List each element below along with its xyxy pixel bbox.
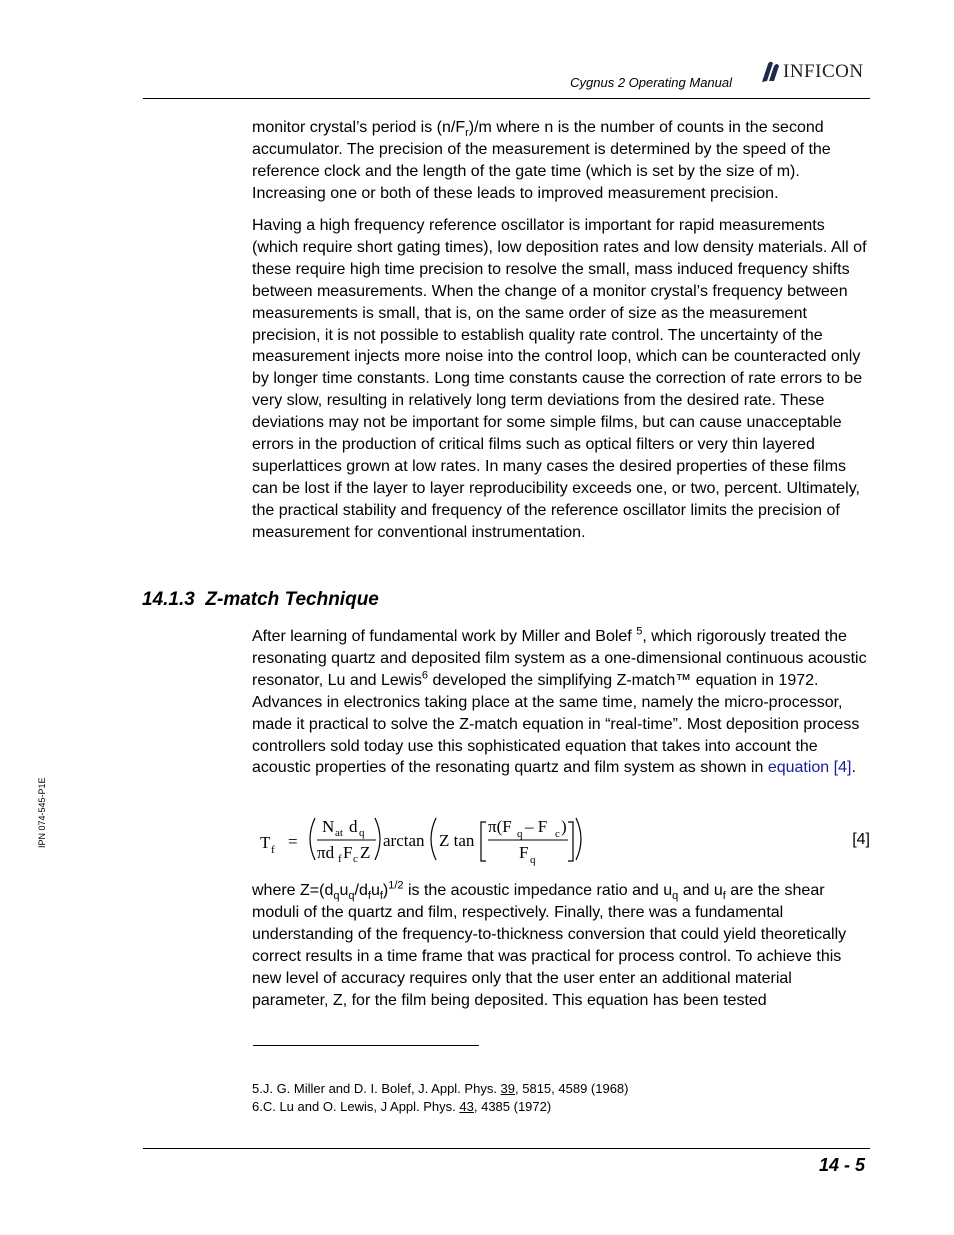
subscript: f <box>722 890 726 903</box>
footnote-ref-6[interactable]: 6 <box>421 669 429 682</box>
subscript: q <box>672 890 679 903</box>
inficon-logo-icon <box>760 60 780 84</box>
eq-ztan: Z tan <box>439 831 475 850</box>
text-run: are the shear moduli of the quartz and film, respectively. Finally, there was a fundamental understanding of the frequency-to-thickness conversion that could yield theoretically correct results in a time frame that was practical for process control. To achieve this new level of accuracy requires only that the user enter an additional material parameter, Z, for the film being deposited. This equation has been tested <box>252 882 847 1009</box>
footnote-6 <box>252 1099 551 1114</box>
eq-den1b-sub: c <box>353 853 358 865</box>
text-run: /d <box>354 882 368 899</box>
paragraph-measurement-precision <box>252 117 870 205</box>
section-title: Z-match Technique <box>205 589 379 610</box>
eq-den1-pid: πd <box>317 843 335 862</box>
text-run: After learning of fundamental work by Miller and Bolef <box>252 628 637 645</box>
footnote-ref-5[interactable]: 5 <box>636 625 643 638</box>
subscript: f <box>379 890 383 903</box>
document-ipn-label: IPN 074-545-P1E <box>37 777 47 848</box>
eq-den2: F <box>519 843 529 862</box>
text-run: monitor crystal’s period is (n/F <box>252 119 466 136</box>
eq-num1-d: d <box>349 817 358 836</box>
inficon-logo <box>760 59 864 85</box>
footer-rule <box>143 1148 870 1149</box>
section-heading <box>142 589 379 611</box>
logo-text: INFICON <box>783 61 864 82</box>
subscript: q <box>333 890 340 903</box>
eq-den1-F: F <box>343 843 353 862</box>
text-run: )/m where n is the number of counts in the second accumulator. The precision of the measurement is determined by the speed of the reference clock and the length of the gate time (which is set by the size of m). Increasing one or both of these leads to improved measurement precision. <box>252 119 831 202</box>
eq-num2-a: π(F <box>488 817 512 836</box>
text-run: u <box>339 882 349 899</box>
eq-lhs: T <box>260 833 271 852</box>
text-run: , which rigorously treated the resonating quartz and deposited film system as a one-dimensional continuous acoustic resonator, Lu and Lewis <box>252 628 867 689</box>
volume-number: 39 <box>500 1081 516 1096</box>
text-run: u <box>370 882 380 899</box>
text-run: developed the simplifying Z-match™ equation in 1972. Advances in electronics taking place at the same time, namely the micro-processor, made it practical to solve the Z-match equation in “real-time”. Most deposition process controllers sold today use this sophisticated equation that takes into account the acoustic properties of the resonating quartz and film system as shown in <box>252 671 860 777</box>
eq-lhs-sub: f <box>271 844 275 856</box>
eq-den2-sub: q <box>530 854 536 866</box>
paragraph-acoustic-impedance <box>252 880 870 1011</box>
header-rule <box>143 98 870 99</box>
footnote-5 <box>252 1081 629 1096</box>
equation-number: [4] <box>852 831 870 848</box>
eq-num2-b: – F <box>525 817 548 836</box>
text-run: . <box>851 759 856 777</box>
text-run: is the acoustic impedance ratio and u <box>403 882 673 899</box>
text-run: ) <box>382 882 389 899</box>
eq-num2-sub2: c <box>555 828 560 840</box>
z-match-equation <box>255 808 595 870</box>
paragraph-z-match-history <box>252 626 870 779</box>
eq-num2-c: ) <box>561 817 567 836</box>
text-run: 5.J. G. Miller and D. I. Bolef, J. Appl. Phys. <box>252 1081 501 1096</box>
footnote-rule <box>253 1045 479 1046</box>
eq-equals: = <box>288 832 298 851</box>
text-run: where Z=(d <box>252 882 334 899</box>
text-run: 6.C. Lu and O. Lewis, J Appl. Phys. <box>252 1099 460 1114</box>
manual-title: Cygnus 2 Operating Manual <box>570 75 732 90</box>
text-run: and u <box>678 882 723 899</box>
superscript: 1/2 <box>388 879 404 892</box>
page-number: 14 - 5 <box>818 1155 865 1175</box>
eq-num1-N: N <box>322 817 335 836</box>
text-run: , 4385 (1972) <box>473 1099 552 1114</box>
subscript: f <box>367 890 371 903</box>
section-number: 14.1.3 <box>142 589 195 610</box>
eq-num2-sub1: q <box>517 828 523 840</box>
subscript: r <box>465 127 469 140</box>
eq-den1-Z: Z <box>360 843 371 862</box>
eq-num1b-sub: q <box>359 827 365 839</box>
subscript: q <box>348 890 355 903</box>
eq-arctan: arctan <box>383 831 425 850</box>
volume-number: 43 <box>459 1099 474 1114</box>
text-run: , 5815, 4589 (1968) <box>515 1081 629 1096</box>
paragraph-reference-oscillator: Having a high frequency reference oscillator is important for rapid measurements (which require short gating times), low deposition rates and low density materials. All of these require high time precision to resolve the small, mass induced frequency shifts between measurements. When the change of a monitor crystal’s frequency between measurements is small, that is, on the same order of size as the measurement precision, it is not possible to establish quality rate control. The uncertainty of the measurement injects more noise into the control loop, which can be counteracted only by longer time constants. Long time constants cause the correction of rate errors to be very slow, resulting in relatively long term deviations from the desired rate. These deviations may not be important for some simple films, but can cause unacceptable errors in the production of critical films such as optical filters or very thin layered superlattices grown at low rates. In many cases the desired properties of these films can be lost if the layer to layer reproducibility exceeds one, or two, percent. Ultimately, the practical stability and frequency of the reference oscillator limits the precision of measurement for conventional instrumentation. <box>252 217 867 541</box>
eq-den1-sub: f <box>338 853 342 865</box>
equation-4-link[interactable]: equation [4] <box>767 759 852 777</box>
eq-num1-sub: at <box>335 827 343 839</box>
